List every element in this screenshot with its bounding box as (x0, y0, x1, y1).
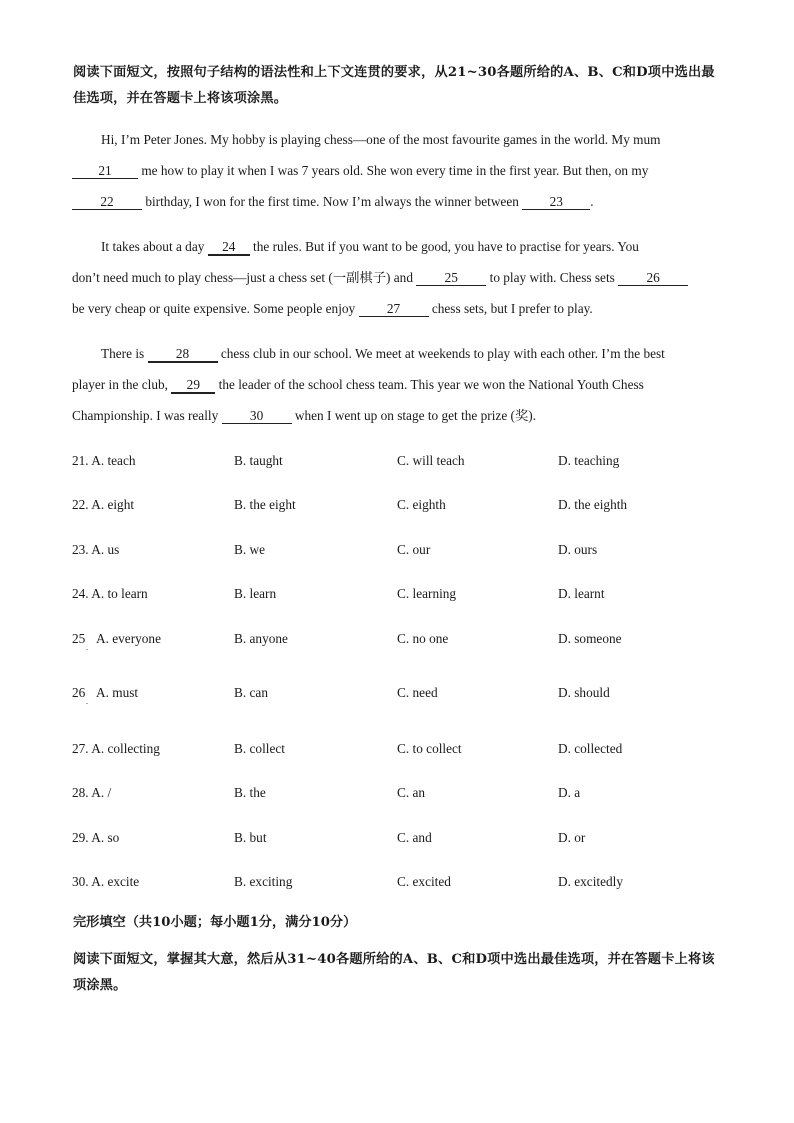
option-b[interactable]: B. collect (234, 741, 285, 756)
passage-p1-line2 (72, 162, 648, 180)
question-26 (72, 684, 732, 706)
question-30 (72, 873, 732, 891)
passage-text: chess sets, but I prefer to play. (428, 301, 593, 316)
option-d[interactable]: D. a (558, 785, 581, 800)
passage-p1-line3 (72, 193, 594, 211)
passage-text: There is (101, 346, 148, 361)
question-29 (72, 829, 732, 847)
blank-25: 25 (416, 270, 486, 286)
option-b[interactable]: B. can (234, 685, 268, 700)
question-22 (72, 496, 732, 514)
dot-mark: . (86, 697, 88, 706)
option-d[interactable]: D. learnt (558, 586, 605, 601)
passage-p3-line3 (72, 407, 536, 425)
question-27 (72, 740, 732, 758)
option-d[interactable]: D. someone (558, 631, 622, 646)
question-25 (72, 630, 732, 652)
passage-text: player in the club, (72, 377, 172, 392)
blank-27: 27 (359, 301, 429, 317)
option-c[interactable]: C. will teach (397, 453, 465, 468)
blank-23: 23 (522, 194, 590, 210)
passage-p2-line3 (72, 300, 593, 318)
option-b[interactable]: B. anyone (234, 631, 288, 646)
option-c[interactable]: C. eighth (397, 497, 446, 512)
question-21 (72, 452, 732, 470)
option-c[interactable]: C. to collect (397, 741, 462, 756)
question-28 (72, 784, 732, 802)
option-a[interactable]: 30. A. excite (72, 874, 140, 889)
passage-text: chess club in our school. We meet at weekends to play with each other. I’m the best (217, 346, 665, 361)
section-title: 完形填空（共10小题；每小题1分，满分10分） (73, 915, 357, 930)
option-c[interactable]: C. need (397, 685, 438, 700)
blank-26: 26 (618, 270, 688, 286)
option-c[interactable]: C. and (397, 830, 432, 845)
option-a[interactable]: 27. A. collecting (72, 741, 160, 756)
passage-text: birthday, I won for the first time. Now I’m always the winner between (142, 194, 523, 209)
option-b[interactable]: B. learn (234, 586, 277, 601)
blank-30: 30 (222, 408, 292, 424)
question-number: 26 (72, 685, 86, 700)
instructions-part2: 阅读下面短文，掌握其大意，然后从31~40各题所给的A、B、C和D项中选出最佳选项，并在答题卡上将该项涂黑。 (73, 952, 715, 993)
option-d[interactable]: D. teaching (558, 453, 620, 468)
passage-p2-line1 (101, 238, 639, 256)
option-d[interactable]: D. collected (558, 741, 623, 756)
option-c[interactable]: C. excited (397, 874, 451, 889)
option-c[interactable]: C. no one (397, 631, 449, 646)
option-b[interactable]: B. but (234, 830, 267, 845)
passage-p3-line2 (72, 376, 644, 394)
blank-24: 24 (208, 239, 250, 256)
option-a[interactable]: 21. A. teach (72, 453, 136, 468)
question-24 (72, 585, 732, 603)
option-a[interactable]: 23. A. us (72, 542, 120, 557)
blank-29: 29 (171, 377, 215, 394)
passage-text: be very cheap or quite expensive. Some people enjoy (72, 301, 359, 316)
option-a[interactable]: 24. A. to learn (72, 586, 148, 601)
option-b[interactable]: B. we (234, 542, 266, 557)
option-b[interactable]: B. the (234, 785, 266, 800)
option-d[interactable]: D. should (558, 685, 610, 700)
passage-text: . (590, 194, 594, 209)
option-a[interactable]: 22. A. eight (72, 497, 135, 512)
option-c[interactable]: C. our (397, 542, 431, 557)
passage-text: me how to play it when I was 7 years old. She won every time in the first year. But then, on my (138, 163, 649, 178)
passage-text: the leader of the school chess team. This year we won the National Youth Chess (215, 377, 644, 392)
question-23 (72, 541, 732, 559)
dot-mark: . (86, 643, 88, 652)
passage-text: when I went up on stage to get the prize (奖). (291, 408, 537, 423)
option-c[interactable]: C. an (397, 785, 426, 800)
passage-text: Championship. I was really (72, 408, 222, 423)
passage-text: don’t need much to play chess—just a chess set (一副棋子) and (72, 270, 417, 285)
passage-text: It takes about a day (101, 239, 208, 254)
option-a[interactable]: 28. A. / (72, 785, 112, 800)
blank-22: 22 (72, 194, 142, 210)
option-a[interactable]: A. must (96, 685, 139, 700)
blank-28: 28 (148, 346, 218, 363)
passage-p1-line1: Hi, I’m Peter Jones. My hobby is playing chess—one of the most favourite games in the world. My mum (101, 132, 661, 147)
instructions-part1: 阅读下面短文，按照句子结构的语法性和上下文连贯的要求，从21~30各题所给的A、B、C和D项中选出最佳选项，并在答题卡上将该项涂黑。 (73, 65, 715, 106)
question-number: 25 (72, 631, 86, 646)
passage-p3-line1 (101, 345, 665, 363)
passage-p2-line2 (72, 269, 688, 287)
option-d[interactable]: D. excitedly (558, 874, 623, 889)
option-a[interactable]: A. everyone (96, 631, 161, 646)
option-b[interactable]: B. exciting (234, 874, 293, 889)
option-c[interactable]: C. learning (397, 586, 457, 601)
blank-21: 21 (72, 163, 138, 179)
option-d[interactable]: D. ours (558, 542, 598, 557)
option-b[interactable]: B. taught (234, 453, 283, 468)
option-b[interactable]: B. the eight (234, 497, 296, 512)
option-d[interactable]: D. or (558, 830, 586, 845)
option-d[interactable]: D. the eighth (558, 497, 628, 512)
passage-text: the rules. But if you want to be good, you have to practise for years. You (249, 239, 639, 254)
option-a[interactable]: 29. A. so (72, 830, 120, 845)
passage-text: to play with. Chess sets (486, 270, 619, 285)
